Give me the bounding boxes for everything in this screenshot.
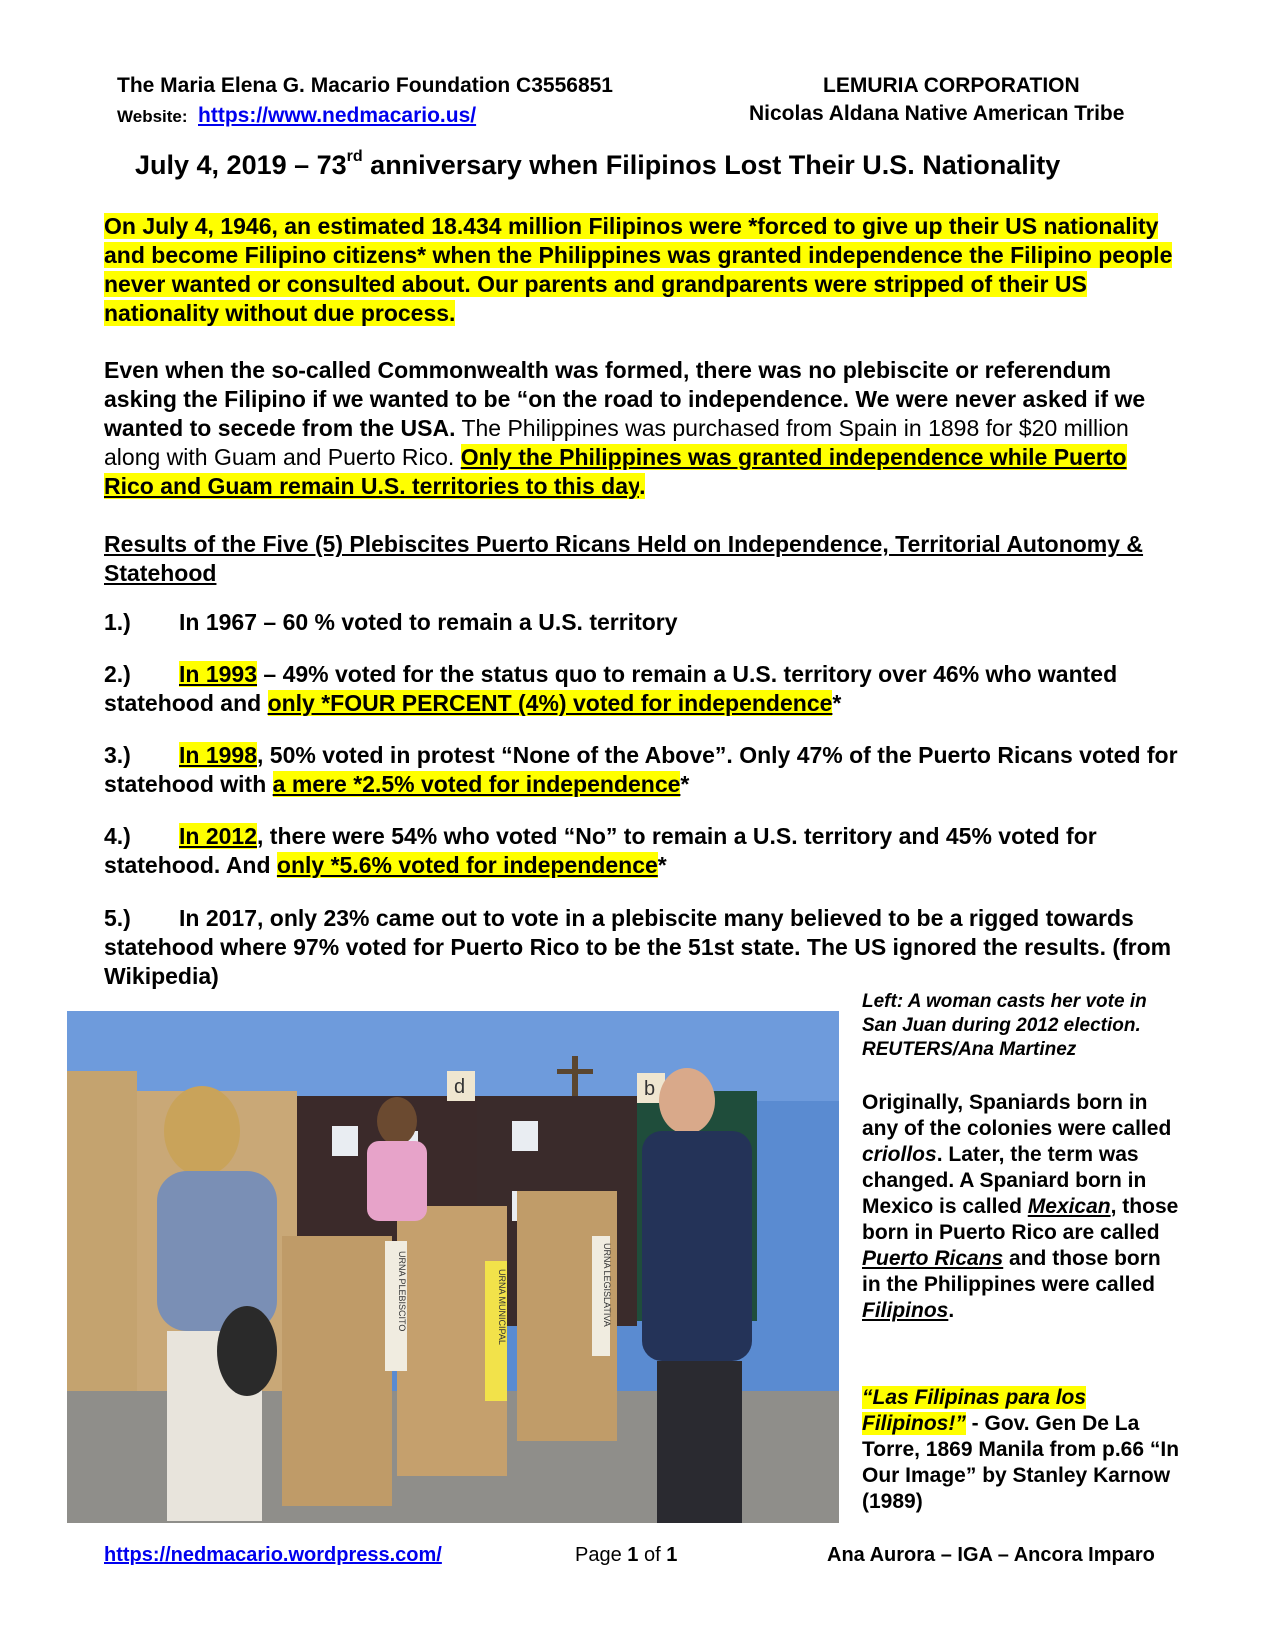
item-number: 2.) [104, 661, 131, 687]
booth-letter-b: b [644, 1078, 656, 1100]
footer-link[interactable]: https://nedmacario.wordpress.com/ [104, 1544, 442, 1566]
page-number [575, 1544, 677, 1567]
voting-photo [67, 1011, 839, 1523]
period: . [639, 473, 646, 499]
item-asterisk: * [832, 690, 842, 716]
item-text: , there were 54% who voted “No” to remain a U.S. territory and 45% voted for statehood. And [104, 823, 1097, 878]
intro-text: On July 4, 1946, an estimated 18.434 million Filipinos were *forced to give up their US nationality and become Filipino citizens* when the Philippines was granted independence the Filipino people never wanted or consulted about. Our parents and grandparents were stripped of their US nationality without due process. [104, 213, 1173, 326]
item-text: In 2017, only 23% came out to vote in a plebiscite many believed to be a rigged towards statehood where 97% voted for Puerto Rico to be the 51st state. The US ignored the results. (from Wikipedia) [104, 905, 1172, 989]
sidebar-text: and those born in the Philippines were called [862, 1247, 1161, 1296]
box-label-legislativa: URNA LEGISLATIVA [602, 1243, 612, 1327]
voting-scene-illustration [67, 1011, 839, 1523]
list-item [104, 904, 1179, 991]
item-number: 4.) [104, 823, 131, 849]
term-mexican: Mexican [1027, 1195, 1111, 1218]
accessibility-icon [512, 1121, 538, 1151]
item-year: In 2012 [179, 823, 257, 849]
quote-block [862, 1385, 1182, 1515]
independence-highlight: Only the Philippines was granted independence while Puerto Rico and Guam remain U.S. territories to this day [104, 444, 1127, 499]
list-item [104, 660, 1179, 718]
sidebar-text: . [948, 1299, 955, 1322]
website-link[interactable]: https://www.nedmacario.us/ [198, 104, 477, 127]
intro-paragraph [104, 212, 1179, 328]
page-label: Page [575, 1544, 628, 1566]
item-year: In 1998 [179, 742, 257, 768]
commonwealth-bold-text: Even when the so-called Commonwealth was formed, there was no plebiscite or referendum asking the Filipino if we wanted to be “on the road to independence. We were never asked if we wanted to secede from the USA. [104, 357, 1146, 441]
page-total: 1 [666, 1544, 678, 1566]
ballot-box [282, 1236, 392, 1506]
photo-caption: Left: A woman casts her vote in San Juan during 2012 election. REUTERS/Ana Martinez [862, 991, 1147, 1060]
booth-letter-d: d [454, 1076, 466, 1098]
sidebar-paragraph [862, 1090, 1182, 1324]
item-year: In 1993 [179, 661, 257, 687]
list-item [104, 822, 1179, 880]
item-number: 3.) [104, 742, 131, 768]
page-title [135, 150, 1060, 181]
website-line [117, 104, 476, 128]
results-heading: Results of the Five (5) Plebiscites Puerto Ricans Held on Independence, Territorial Autonomy & Statehood [104, 531, 1144, 586]
box-label-plebiscito: URNA PLEBISCITO [397, 1251, 407, 1332]
item-highlight: a mere *2.5% voted for independence [272, 771, 681, 797]
page-of: of [638, 1544, 667, 1566]
item-asterisk: * [657, 852, 667, 878]
sidebar-text: Originally, Spaniards born in any of the colonies were called [862, 1091, 1172, 1140]
item-asterisk: * [680, 771, 690, 797]
sidebar-text: . Later, the term was changed. A Spaniard born in Mexico is called [862, 1143, 1147, 1218]
item-text: In 1967 – 60 % voted to remain a U.S. territory [179, 609, 678, 635]
woman-figure [164, 1086, 240, 1176]
title-superscript: rd [346, 148, 363, 165]
term-criollos: criollos [862, 1143, 937, 1166]
title-text-pre: July 4, 2019 – 73 [135, 150, 347, 180]
term-puerto-ricans: Puerto Ricans [862, 1247, 1004, 1270]
item-text: , 50% voted in protest “None of the Above”. Only 47% of the Puerto Ricans voted for statehood with [104, 742, 1178, 797]
title-text-post: anniversary when Filipinos Lost Their U.S. Nationality [362, 150, 1061, 180]
foundation-name: The Maria Elena G. Macario Foundation C3556851 [117, 74, 613, 97]
item-text: – 49% voted for the status quo to remain a U.S. territory over 46% who wanted statehood and [104, 661, 1118, 716]
list-item [104, 608, 1179, 637]
list-item [104, 741, 1179, 799]
purchase-text: The Philippines was purchased from Spain in 1898 for $20 million along with Guam and Puerto Rico. [104, 415, 1129, 470]
sidebar-text: , those born in Puerto Rico are called [862, 1195, 1179, 1244]
term-filipinos: Filipinos [862, 1299, 949, 1322]
commonwealth-paragraph [104, 356, 1179, 501]
item-highlight: only *5.6% voted for independence [276, 852, 658, 878]
item-number: 1.) [104, 609, 131, 635]
footer-right: Ana Aurora – IGA – Ancora Imparo [827, 1544, 1155, 1566]
page-current: 1 [627, 1544, 639, 1566]
box-label-municipal: URNA MUNICIPAL [497, 1269, 507, 1345]
accessibility-icon [332, 1126, 358, 1156]
item-highlight: only *FOUR PERCENT (4%) voted for independence [267, 690, 833, 716]
quote-text: “Las Filipinas para los Filipinos!” [862, 1386, 1087, 1435]
item-number: 5.) [104, 905, 131, 931]
tribe-name: Nicolas Aldana Native American Tribe [749, 102, 1125, 125]
corp-name: LEMURIA CORPORATION [823, 74, 1080, 97]
quote-source: - Gov. Gen De La Torre, 1869 Manila from p.66 “In Our Image” by Stanley Karnow (1989) [862, 1412, 1180, 1513]
website-label: Website: [117, 107, 188, 126]
